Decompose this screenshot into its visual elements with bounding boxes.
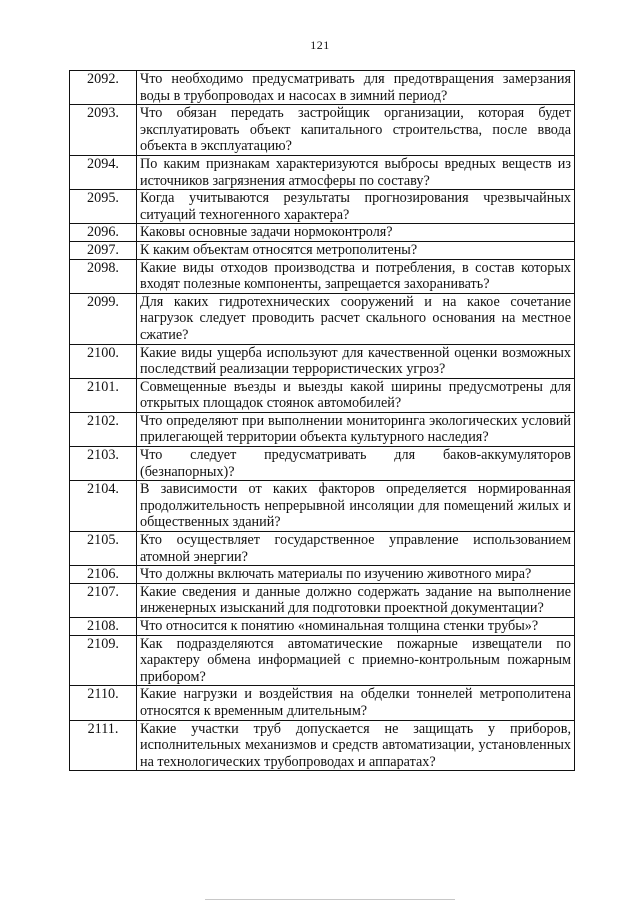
question-number: 2101. xyxy=(70,378,137,412)
question-number: 2094. xyxy=(70,155,137,189)
table-row xyxy=(70,224,575,242)
question-text: Какие нагрузки и воздействия на обделки тоннелей метрополитена относятся к временным длительным? xyxy=(137,686,575,720)
questions-table-body xyxy=(70,71,575,771)
question-number: 2104. xyxy=(70,481,137,532)
question-text: Когда учитываются результаты прогнозирования чрезвычайных ситуаций техногенного характера? xyxy=(137,190,575,224)
table-row xyxy=(70,481,575,532)
question-number: 2102. xyxy=(70,412,137,446)
table-row xyxy=(70,686,575,720)
question-number: 2095. xyxy=(70,190,137,224)
question-text: В зависимости от каких факторов определяется нормированная продолжительность непрерывной инсоляции для помещений жилых и общественных зданий? xyxy=(137,481,575,532)
question-text: Кто осуществляет государственное управление использованием атомной энергии? xyxy=(137,532,575,566)
table-row xyxy=(70,618,575,636)
question-text: По каким признакам характеризуются выбросы вредных веществ из источников загрязнения атмосферы по составу? xyxy=(137,155,575,189)
table-row xyxy=(70,532,575,566)
table-row xyxy=(70,566,575,584)
question-text: Для каких гидротехнических сооружений и на какое сочетание нагрузок следует проводить расчет скального основания на местное сжатие? xyxy=(137,293,575,344)
question-number: 2097. xyxy=(70,241,137,259)
questions-table xyxy=(69,70,575,771)
question-text: Какие сведения и данные должно содержать задание на выполнение инженерных изысканий для подготовки проектной документации? xyxy=(137,583,575,617)
question-text: Каковы основные задачи нормоконтроля? xyxy=(137,224,575,242)
question-number: 2096. xyxy=(70,224,137,242)
question-number: 2110. xyxy=(70,686,137,720)
table-row xyxy=(70,190,575,224)
question-text: Что должны включать материалы по изучению животного мира? xyxy=(137,566,575,584)
table-row xyxy=(70,105,575,156)
table-row xyxy=(70,720,575,771)
question-text: К каким объектам относятся метрополитены? xyxy=(137,241,575,259)
question-number: 2100. xyxy=(70,344,137,378)
question-number: 2109. xyxy=(70,635,137,686)
question-number: 2093. xyxy=(70,105,137,156)
table-row xyxy=(70,412,575,446)
table-row xyxy=(70,155,575,189)
table-row xyxy=(70,447,575,481)
table-row xyxy=(70,241,575,259)
question-text: Что относится к понятию «номинальная толщина стенки трубы»? xyxy=(137,618,575,636)
question-text: Что определяют при выполнении мониторинга экологических условий прилегающей территории объекта культурного наследия? xyxy=(137,412,575,446)
question-text: Что необходимо предусматривать для предотвращения замерзания воды в трубопроводах и насосах в зимний период? xyxy=(137,71,575,105)
question-number: 2103. xyxy=(70,447,137,481)
bottom-divider xyxy=(205,899,455,900)
question-text: Что обязан передать застройщик организации, которая будет эксплуатировать объект капитального строительства, после ввода объекта в эксплуатацию? xyxy=(137,105,575,156)
table-row xyxy=(70,344,575,378)
question-text: Какие виды отходов производства и потребления, в состав которых входят полезные компоненты, запрещается захоранивать? xyxy=(137,259,575,293)
table-row xyxy=(70,259,575,293)
question-number: 2106. xyxy=(70,566,137,584)
question-text: Какие виды ущерба используют для качественной оценки возможных последствий реализации террористических угроз? xyxy=(137,344,575,378)
table-row xyxy=(70,293,575,344)
question-number: 2111. xyxy=(70,720,137,771)
question-number: 2092. xyxy=(70,71,137,105)
question-text: Что следует предусматривать для баков-аккумуляторов (безнапорных)? xyxy=(137,447,575,481)
question-text: Какие участки труб допускается не защищать у приборов, исполнительных механизмов и средств автоматизации, установленных на технологических трубопроводах и аппаратах? xyxy=(137,720,575,771)
question-number: 2105. xyxy=(70,532,137,566)
table-row xyxy=(70,378,575,412)
question-number: 2099. xyxy=(70,293,137,344)
table-row xyxy=(70,71,575,105)
page-number: 121 xyxy=(310,38,330,52)
table-row xyxy=(70,635,575,686)
question-text: Как подразделяются автоматические пожарные извещатели по характеру обмена информацией с приемно-контрольным пожарным прибором? xyxy=(137,635,575,686)
question-number: 2108. xyxy=(70,618,137,636)
question-number: 2107. xyxy=(70,583,137,617)
question-text: Совмещенные въезды и выезды какой ширины предусмотрены для открытых площадок стоянок автомобилей? xyxy=(137,378,575,412)
question-number: 2098. xyxy=(70,259,137,293)
table-row xyxy=(70,583,575,617)
